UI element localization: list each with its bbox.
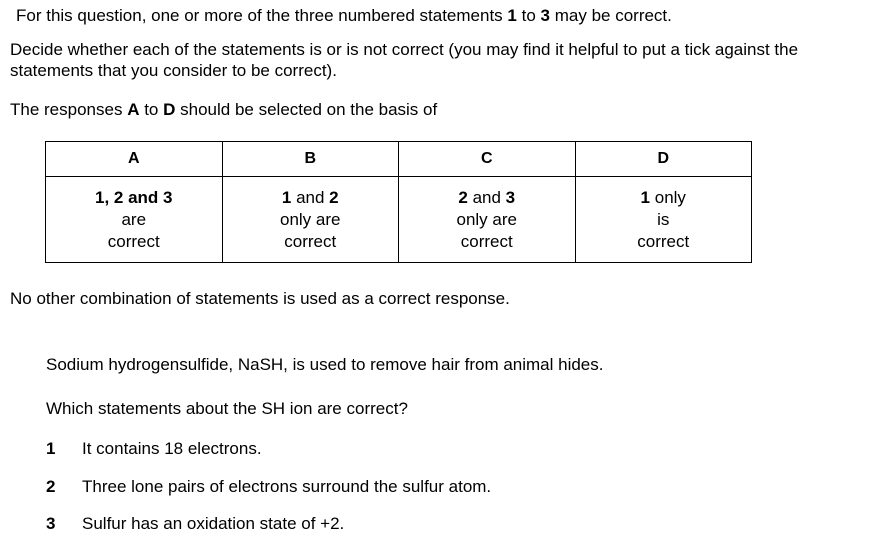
key-cell-c-line2: only are: [456, 209, 517, 229]
key-cell-d-line2: is: [657, 209, 670, 229]
no-combination-note: No other combination of statements is used as a correct response.: [10, 289, 510, 308]
key-table-header-row: [46, 142, 752, 177]
instructions-intro: [16, 5, 672, 26]
intro-num3: 3: [540, 6, 550, 25]
intro-part2: question, one or more of the three numbered statements: [77, 6, 503, 25]
key-cell-b-num2: 2: [329, 187, 339, 207]
statement-1: [46, 438, 262, 459]
key-cell-d-num1: 1: [640, 187, 651, 207]
key-cell-b-line3: correct: [284, 231, 337, 251]
intro-part3: may be correct.: [554, 6, 672, 25]
key-cell-a-line1: 1, 2 and 3: [95, 187, 173, 207]
key-cell-a: [46, 177, 223, 263]
key-cell-b: [222, 177, 399, 263]
intro-to: to: [521, 6, 536, 25]
statement-2: [46, 476, 491, 497]
basis-letter-a: A: [127, 100, 140, 119]
key-cell-b-and: and: [296, 187, 325, 207]
statement-3-number: 3: [46, 514, 56, 533]
key-cell-d-only: only: [654, 187, 686, 207]
key-table-row: [46, 177, 752, 263]
question-stem: Sodium hydrogensulfide, NaSH, is used to remove hair from animal hides.: [46, 355, 604, 374]
statement-3-text: Sulfur has an oxidation state of +2.: [82, 514, 345, 533]
basis-letter-d: D: [163, 100, 176, 119]
response-key-table: [45, 141, 752, 263]
key-cell-c-line3: correct: [460, 231, 513, 251]
key-header-c: C: [399, 142, 576, 177]
key-cell-c-num1: 2: [458, 187, 468, 207]
key-header-a: A: [46, 142, 223, 177]
statement-1-number: 1: [46, 439, 56, 458]
key-cell-a-line2: are: [121, 209, 147, 229]
key-cell-c-and: and: [472, 187, 501, 207]
key-cell-b-line2: only are: [280, 209, 341, 229]
key-header-d: D: [575, 142, 752, 177]
key-cell-c: [399, 177, 576, 263]
statement-2-text: Three lone pairs of electrons surround the sulfur atom.: [82, 477, 492, 496]
instructions-decide: Decide whether each of the statements is or is not correct (you may find it helpful to put a tick against the statements that you consider to be correct).: [10, 40, 799, 81]
basis-to: to: [144, 100, 159, 119]
key-header-b: B: [222, 142, 399, 177]
statement-2-number: 2: [46, 477, 56, 496]
key-cell-b-num1: 1: [281, 187, 292, 207]
key-cell-a-line3: correct: [107, 231, 160, 251]
key-cell-c-num2: 3: [505, 187, 516, 207]
statement-1-text: It contains 18 electrons.: [82, 439, 262, 458]
question-prompt: Which statements about the SH ion are correct?: [46, 399, 408, 418]
key-cell-d-line3: correct: [637, 231, 690, 251]
basis-part2: should be selected on the basis of: [180, 100, 438, 119]
intro-part1: For this: [16, 6, 73, 25]
instructions-basis: [10, 99, 437, 120]
key-cell-d: [575, 177, 752, 263]
statement-3: [46, 513, 344, 534]
intro-num1: 1: [507, 6, 517, 25]
basis-part1: The responses: [10, 100, 123, 119]
